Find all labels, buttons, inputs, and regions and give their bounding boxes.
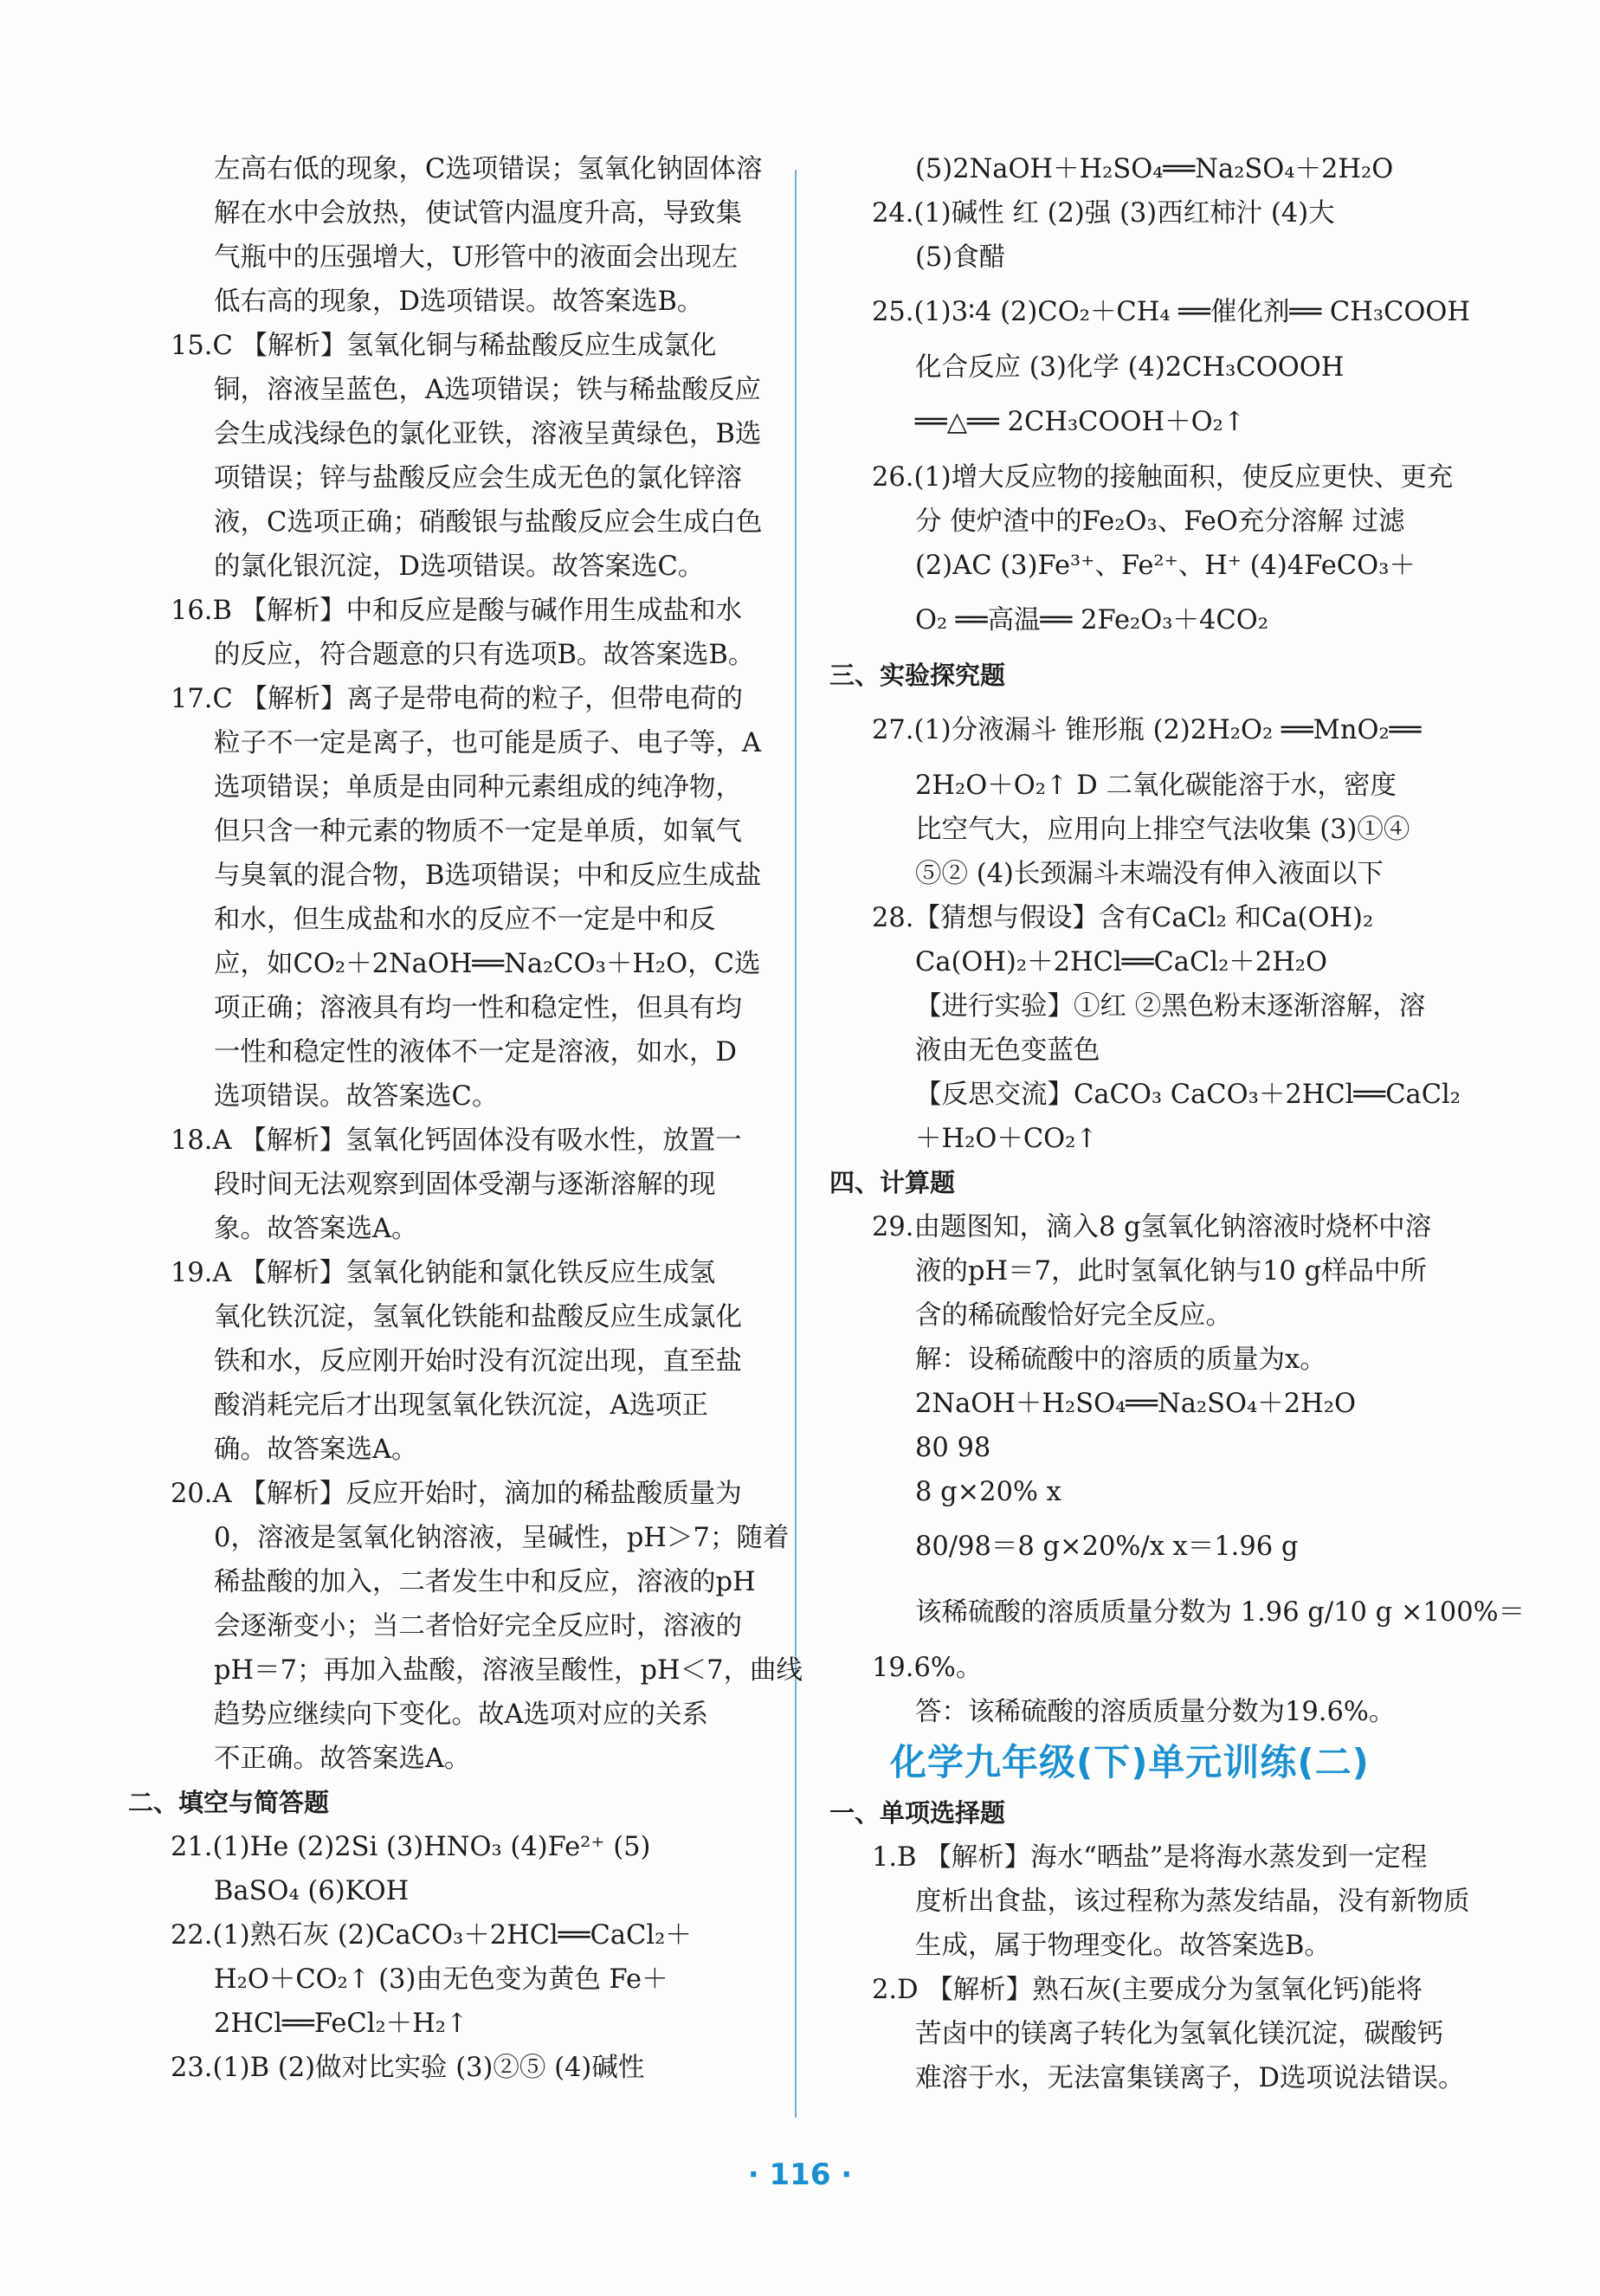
- text-line: 8 g×20% x: [915, 1477, 1061, 1507]
- text-line: 23.(1)B (2)做对比实验 (3)②⑤ (4)碱性: [171, 2053, 645, 2083]
- text-line: 0，溶液是氢氧化钠溶液，呈碱性，pH＞7；随着: [214, 1523, 790, 1553]
- text-line: 段时间无法观察到固体受潮与逐渐溶解的现: [214, 1170, 716, 1200]
- text-line: 与臭氧的混合物，B选项错误；中和反应生成盐: [214, 861, 762, 891]
- text-line: 和水，但生成盐和水的反应不一定是中和反: [214, 905, 716, 935]
- text-line: 难溶于水，无法富集镁离子，D选项说法错误。: [915, 2063, 1465, 2093]
- section-heading: 二、填空与简答题: [128, 1788, 330, 1817]
- text-line: 19.6%。: [872, 1653, 983, 1683]
- text-line: 苦卤中的镁离子转化为氢氧化镁沉淀，碳酸钙: [915, 2019, 1443, 2049]
- text-line: 应，如CO₂＋2NaOH══Na₂CO₃＋H₂O，C选: [214, 949, 761, 979]
- text-line: 【反思交流】CaCO₃ CaCO₃＋2HCl══CaCl₂: [915, 1080, 1461, 1110]
- text-line: 液的pH＝7，此时氢氧化钠与10 g样品中所: [915, 1256, 1428, 1287]
- section-heading: 一、单项选择题: [829, 1798, 1006, 1828]
- text-line: 会逐渐变小；当二者恰好完全反应时，溶液的: [214, 1611, 742, 1641]
- right-column: [829, 147, 1526, 2100]
- text-line: 含的稀硫酸恰好完全反应。: [915, 1300, 1232, 1331]
- text-line: (2)AC (3)Fe³⁺、Fe²⁺、H⁺ (4)4FeCO₃＋: [915, 551, 1416, 581]
- text-line: 24.(1)碱性 红 (2)强 (3)西红柿汁 (4)大: [872, 198, 1335, 229]
- text-line: Ca(OH)₂＋2HCl══CaCl₂＋2H₂O: [915, 947, 1328, 977]
- text-line: 2H₂O＋O₂↑ D 二氧化碳能溶于水，密度: [915, 771, 1397, 801]
- column-divider: [795, 170, 797, 2118]
- text-line: 解：设稀硫酸中的溶质的质量为x。: [915, 1345, 1326, 1375]
- text-line: 选项错误。故答案选C。: [214, 1081, 499, 1112]
- text-line: BaSO₄ (6)KOH: [214, 1876, 410, 1906]
- text-line: 答：该稀硫酸的溶质质量分数为19.6%。: [915, 1697, 1396, 1727]
- text-line: 氧化铁沉淀，氢氧化铁能和盐酸反应生成氯化: [214, 1302, 742, 1332]
- text-line: H₂O＋CO₂↑ (3)由无色变为黄色 Fe＋: [214, 1964, 668, 1995]
- text-line: 项错误；锌与盐酸反应会生成无色的氯化锌溶: [214, 463, 742, 493]
- text-line: 2NaOH＋H₂SO₄══Na₂SO₄＋2H₂O: [915, 1389, 1357, 1419]
- unit-title: 化学九年级(下)单元训练(二): [890, 1741, 1370, 1783]
- page-number: · 116 ·: [747, 2157, 853, 2192]
- text-line: 液，C选项正确；硝酸银与盐酸反应会生成白色: [214, 507, 763, 538]
- text-line: 16.B 【解析】中和反应是酸与碱作用生成盐和水: [171, 596, 743, 626]
- text-line: 铁和水，反应刚开始时没有沉淀出现，直至盐: [214, 1346, 742, 1377]
- text-line: 1.B 【解析】海水“晒盐”是将海水蒸发到一定程: [872, 1842, 1428, 1873]
- text-line: 【进行实验】①红 ②黑色粉末逐渐溶解，溶: [915, 991, 1426, 1022]
- text-line: 象。故答案选A。: [214, 1214, 418, 1244]
- text-line: O₂ ══高温══ 2Fe₂O₃＋4CO₂: [915, 605, 1268, 635]
- text-line: (5)食醋: [915, 242, 1006, 273]
- text-line: 低右高的现象，D选项错误。故答案选B。: [214, 287, 704, 317]
- text-line: 2HCl══FeCl₂＋H₂↑: [214, 2009, 468, 2039]
- text-line: 化合反应 (3)化学 (4)2CH₃COOOH: [915, 352, 1345, 383]
- text-line: 29.由题图知，滴入8 g氢氧化钠溶液时烧杯中溶: [872, 1212, 1432, 1242]
- text-line: 液由无色变蓝色: [915, 1035, 1100, 1066]
- text-line: 分 使炉渣中的Fe₂O₃、FeO充分溶解 过滤: [915, 506, 1405, 537]
- text-line: 18.A 【解析】氢氧化钙固体没有吸水性，放置一: [171, 1125, 742, 1156]
- text-line: 稀盐酸的加入，二者发生中和反应，溶液的pH: [214, 1567, 756, 1597]
- text-line: 一性和稳定性的液体不一定是溶液，如水，D: [214, 1037, 737, 1067]
- text-line: 趋势应继续向下变化。故A选项对应的关系: [214, 1699, 709, 1730]
- text-line: 左高右低的现象，C选项错误；氢氧化钠固体溶: [214, 154, 763, 184]
- text-line: 但只含一种元素的物质不一定是单质，如氧气: [214, 816, 742, 847]
- text-line: 气瓶中的压强增大，U形管中的液面会出现左: [214, 242, 739, 273]
- section-heading: 三、实验探究题: [829, 661, 1006, 690]
- text-line: 粒子不一定是离子，也可能是质子、电子等，A: [214, 728, 762, 758]
- text-line: 的反应，符合题意的只有选项B。故答案选B。: [214, 640, 755, 670]
- text-line: ══△══ 2CH₃COOH＋O₂↑: [915, 407, 1246, 437]
- text-line: ⑤② (4)长颈漏斗末端没有伸入液面以下: [915, 859, 1384, 889]
- left-column: [128, 147, 803, 2090]
- text-line: pH＝7；再加入盐酸，溶液呈酸性，pH＜7，曲线: [214, 1655, 803, 1686]
- text-line: 15.C 【解析】氢氧化铜与稀盐酸反应生成氯化: [171, 331, 717, 361]
- text-line: 80/98＝8 g×20%/x x＝1.96 g: [915, 1532, 1299, 1562]
- text-line: 27.(1)分液漏斗 锥形瓶 (2)2H₂O₂ ══MnO₂══: [872, 715, 1422, 745]
- section-heading: 四、计算题: [829, 1168, 956, 1197]
- text-line: 2.D 【解析】熟石灰(主要成分为氢氧化钙)能将: [872, 1975, 1423, 2005]
- text-line: 17.C 【解析】离子是带电荷的粒子，但带电荷的: [171, 684, 744, 714]
- text-line: 不正确。故答案选A。: [214, 1744, 471, 1774]
- text-line: 的氯化银沉淀，D选项错误。故答案选C。: [214, 551, 705, 582]
- text-line: 项正确；溶液具有均一性和稳定性，但具有均: [214, 993, 742, 1023]
- text-line: 铜，溶液呈蓝色，A选项错误；铁与稀盐酸反应: [214, 375, 762, 405]
- text-line: 26.(1)增大反应物的接触面积，使反应更快、更充: [872, 462, 1454, 493]
- text-line: 解在水中会放热，使试管内温度升高，导致集: [214, 198, 742, 229]
- text-line: 会生成浅绿色的氯化亚铁，溶液呈黄绿色，B选: [214, 419, 762, 449]
- text-line: 度析出食盐，该过程称为蒸发结晶，没有新物质: [915, 1886, 1470, 1917]
- text-line: 22.(1)熟石灰 (2)CaCO₃＋2HCl══CaCl₂＋: [171, 1920, 692, 1951]
- text-line: 确。故答案选A。: [214, 1435, 418, 1465]
- text-line: ＋H₂O＋CO₂↑: [915, 1124, 1098, 1154]
- text-line: 比空气大，应用向上排空气法收集 (3)①④: [915, 815, 1410, 845]
- text-line: 酸消耗完后才出现氢氧化铁沉淀，A选项正: [214, 1390, 709, 1421]
- text-line: 21.(1)He (2)2Si (3)HNO₃ (4)Fe²⁺ (5): [171, 1832, 651, 1862]
- text-line: 该稀硫酸的溶质质量分数为 1.96 g/10 g ×100%＝: [915, 1597, 1526, 1628]
- text-line: 20.A 【解析】反应开始时，滴加的稀盐酸质量为: [171, 1479, 742, 1509]
- text-line: 28.【猜想与假设】含有CaCl₂ 和Ca(OH)₂: [872, 903, 1374, 933]
- text-line: 选项错误；单质是由同种元素组成的纯净物，: [214, 772, 742, 803]
- text-line: (5)2NaOH＋H₂SO₄══Na₂SO₄＋2H₂O: [915, 154, 1394, 184]
- text-line: 生成，属于物理变化。故答案选B。: [915, 1931, 1331, 1961]
- text-line: 80 98: [915, 1433, 991, 1463]
- text-line: 25.(1)3∶4 (2)CO₂＋CH₄ ══催化剂══ CH₃COOH: [872, 297, 1471, 327]
- text-line: 19.A 【解析】氢氧化钠能和氯化铁反应生成氢: [171, 1258, 716, 1288]
